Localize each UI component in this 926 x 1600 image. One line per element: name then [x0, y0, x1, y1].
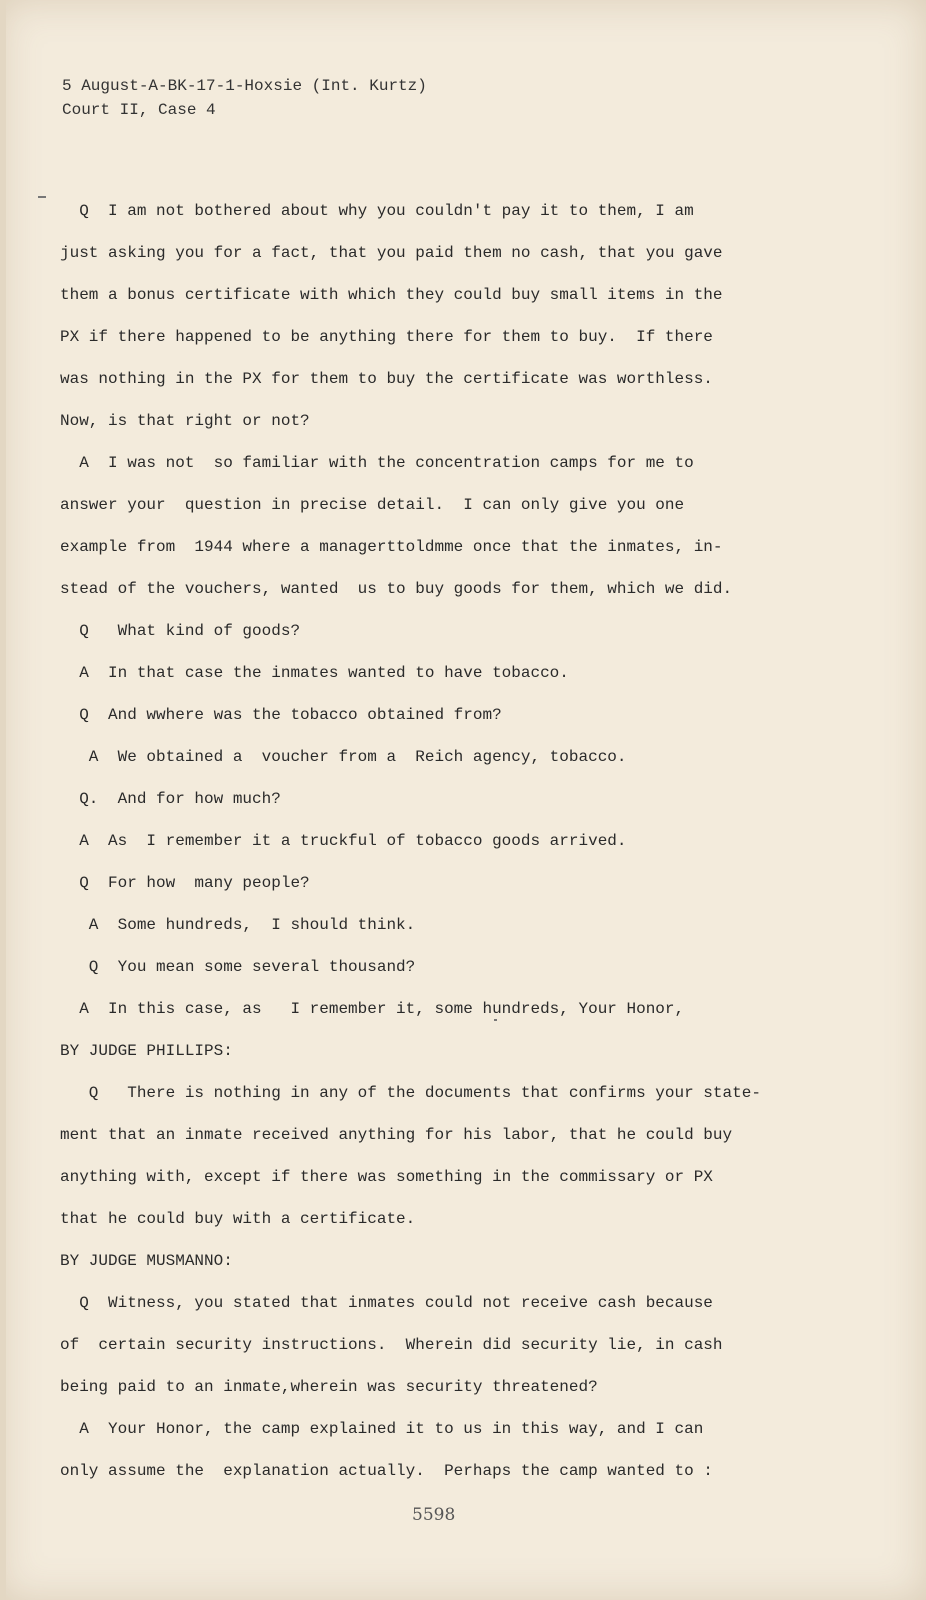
- transcript-line: was nothing in the PX for them to buy the certificate was worthless.: [60, 370, 713, 388]
- transcript-line: Q For how many people?: [60, 874, 310, 892]
- transcript-line: PX if there happened to be anything there for them to buy. If there: [60, 328, 713, 346]
- transcript-line: that he could buy with a certificate.: [60, 1210, 416, 1228]
- transcript-line: Q. And for how much?: [60, 790, 281, 808]
- transcript-line: being paid to an inmate,wherein was security threatened?: [60, 1378, 598, 1396]
- transcript-line: them a bonus certificate with which they could buy small items in the: [60, 286, 723, 304]
- transcript-line: ment that an inmate received anything for his labor, that he could buy: [60, 1126, 733, 1144]
- header-line-2: Court II, Case 4: [62, 101, 216, 119]
- transcript-line: A In that case the inmates wanted to have tobacco.: [60, 664, 569, 682]
- header-line-1: 5 August-A-BK-17-1-Hoxsie (Int. Kurtz): [62, 77, 427, 95]
- transcript-line: Q You mean some several thousand?: [60, 958, 416, 976]
- stray-mark: [38, 196, 46, 198]
- transcript-line: Q Witness, you stated that inmates could not receive cash because: [60, 1294, 713, 1312]
- transcript-line: Now, is that right or not?: [60, 412, 310, 430]
- transcript-line: anything with, except if there was something in the commissary or PX: [60, 1168, 713, 1186]
- transcript-line: stead of the vouchers, wanted us to buy goods for them, which we did.: [60, 580, 733, 598]
- transcript-line: A We obtained a voucher from a Reich agency, tobacco.: [60, 748, 627, 766]
- transcript-line: Q I am not bothered about why you couldn't pay it to them, I am: [60, 202, 694, 220]
- transcript-line: only assume the explanation actually. Perhaps the camp wanted to :: [60, 1462, 713, 1480]
- transcript-line: Q And wwhere was the tobacco obtained from?: [60, 706, 502, 724]
- transcript-line: A As I remember it a truckful of tobacco goods arrived.: [60, 832, 627, 850]
- transcript-line: just asking you for a fact, that you paid them no cash, that you gave: [60, 244, 723, 262]
- transcript-line: of certain security instructions. Wherein did security lie, in cash: [60, 1336, 723, 1354]
- transcript-line: example from 1944 where a managerttoldmme once that the inmates, in-: [60, 538, 723, 556]
- transcript-body: [60, 190, 850, 1492]
- transcript-line: A In this case, as I remember it, some hundreds, Your Honor,: [60, 1000, 685, 1018]
- transcript-line: A Your Honor, the camp explained it to us in this way, and I can: [60, 1420, 704, 1438]
- document-header: [62, 74, 427, 122]
- page-edge: [0, 0, 6, 1600]
- page-number: 5598: [412, 1505, 456, 1525]
- transcript-line: Q There is nothing in any of the documents that confirms your state-: [60, 1084, 761, 1102]
- transcript-line: BY JUDGE PHILLIPS:: [60, 1042, 233, 1060]
- transcript-line: A I was not so familiar with the concentration camps for me to: [60, 454, 694, 472]
- transcript-line: A Some hundreds, I should think.: [60, 916, 416, 934]
- transcript-line: answer your question in precise detail. I can only give you one: [60, 496, 685, 514]
- transcript-line: Q What kind of goods?: [60, 622, 301, 640]
- transcript-line: BY JUDGE MUSMANNO:: [60, 1252, 233, 1270]
